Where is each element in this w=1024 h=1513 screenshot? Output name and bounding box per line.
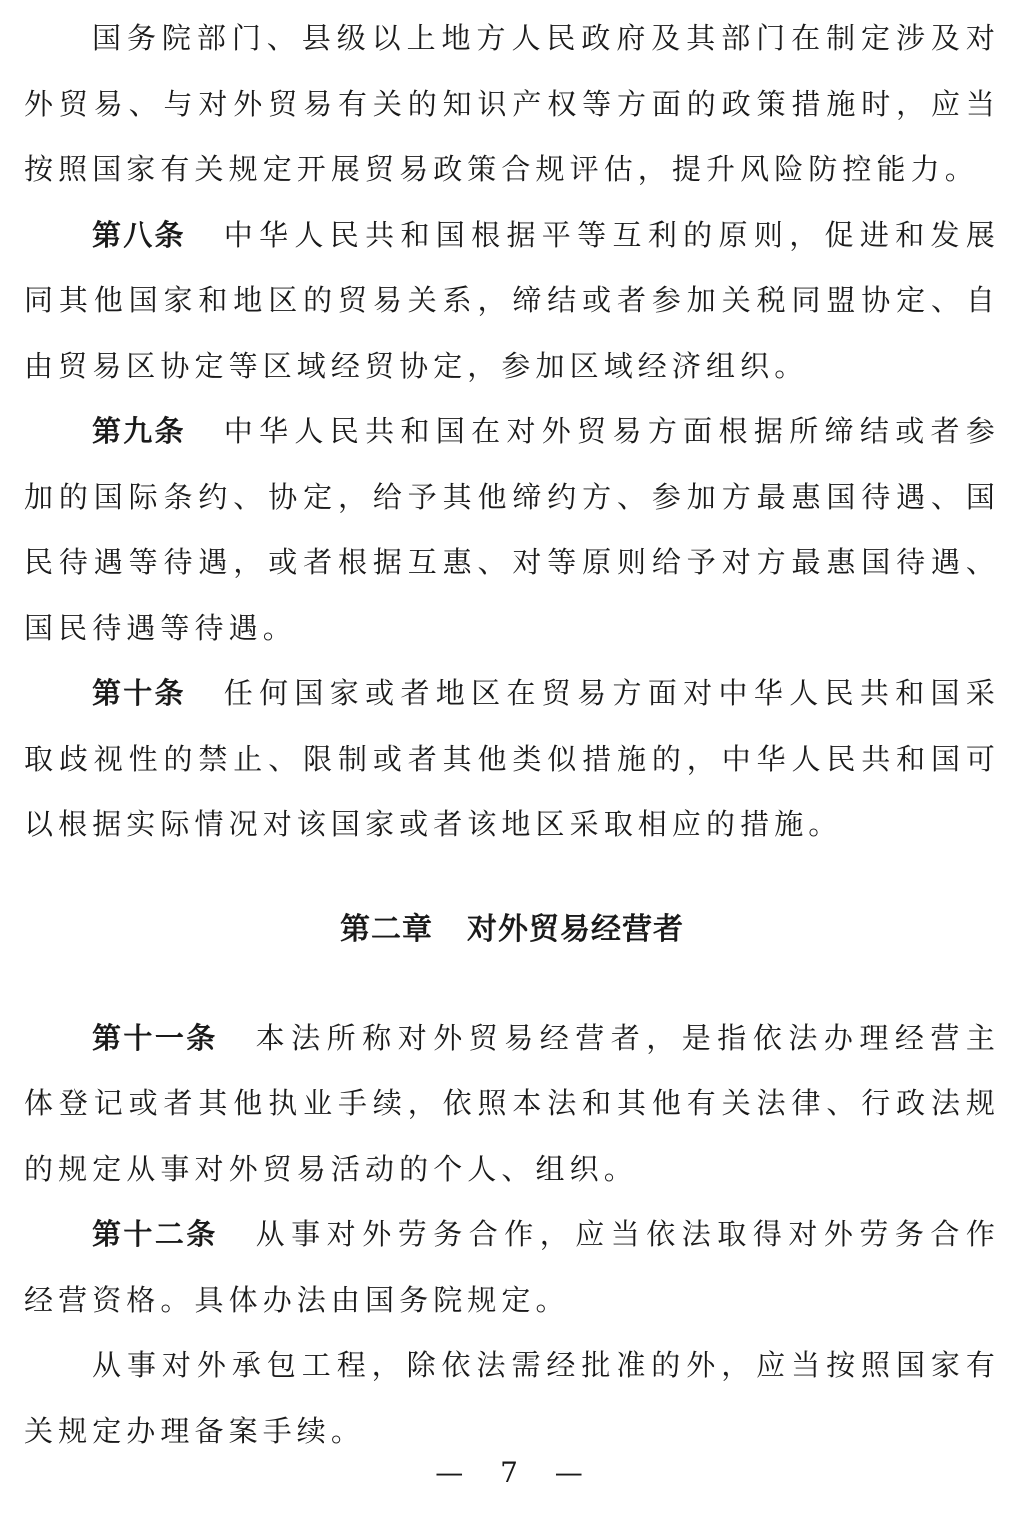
article-heading: 第十一条: [92, 1020, 218, 1055]
article-9: [24, 399, 1000, 661]
article-12: [24, 1202, 1000, 1333]
article-text: 本法所称对外贸易经营者，是指依法办理经营主体登记或者其他执业手续，依照本法和其他有关法律、行政法规的规定从事对外贸易活动的个人、组织。: [24, 1020, 1000, 1186]
article-text: 任何国家或者地区在贸易方面对中华人民共和国采取歧视性的禁止、限制或者其他类似措施的，中华人民共和国可以根据实际情况对该国家或者该地区采取相应的措施。: [24, 676, 1000, 841]
article-heading: 第九条: [92, 414, 186, 448]
article-heading: 第十二条: [92, 1217, 218, 1251]
article-11: [24, 1006, 1000, 1203]
paragraph-contracting-projects: [24, 1333, 1000, 1464]
page-number: — 7 —: [435, 1456, 597, 1489]
paragraph-text: 从事对外承包工程，除依法需经批准的外，应当按照国家有关规定办理备案手续。: [24, 1348, 1000, 1448]
paragraph-text: 国务院部门、县级以上地方人民政府及其部门在制定涉及对外贸易、与对外贸易有关的知识产权等方面的政策措施时，应当按照国家有关规定开展贸易政策合规评估，提升风险防控能力。: [24, 21, 1000, 186]
chapter-heading: [24, 910, 1000, 950]
article-text: 中华人民共和国根据平等互利的原则，促进和发展同其他国家和地区的贸易关系，缔结或者参加关税同盟协定、自由贸易区协定等区域经贸协定，参加区域经济组织。: [24, 217, 1000, 383]
chapter-title: 对外贸易经营者: [467, 911, 684, 947]
article-heading: 第十条: [92, 676, 186, 710]
article-10: [24, 661, 1000, 858]
article-text: 从事对外劳务合作，应当依法取得对外劳务合作经营资格。具体办法由国务院规定。: [24, 1217, 1000, 1317]
chapter-number: 第二章: [340, 911, 433, 947]
paragraph-policy-evaluation: [24, 6, 1000, 203]
article-text: 中华人民共和国在对外贸易方面根据所缔结或者参加的国际条约、协定，给予其他缔约方、参加方最惠国待遇、国民待遇等待遇，或者根据互惠、对等原则给予对方最惠国待遇、国民待遇等待遇。: [24, 414, 1000, 645]
document-page: [24, 6, 1000, 1464]
article-8: [24, 203, 1000, 400]
article-heading: 第八条: [92, 217, 186, 252]
